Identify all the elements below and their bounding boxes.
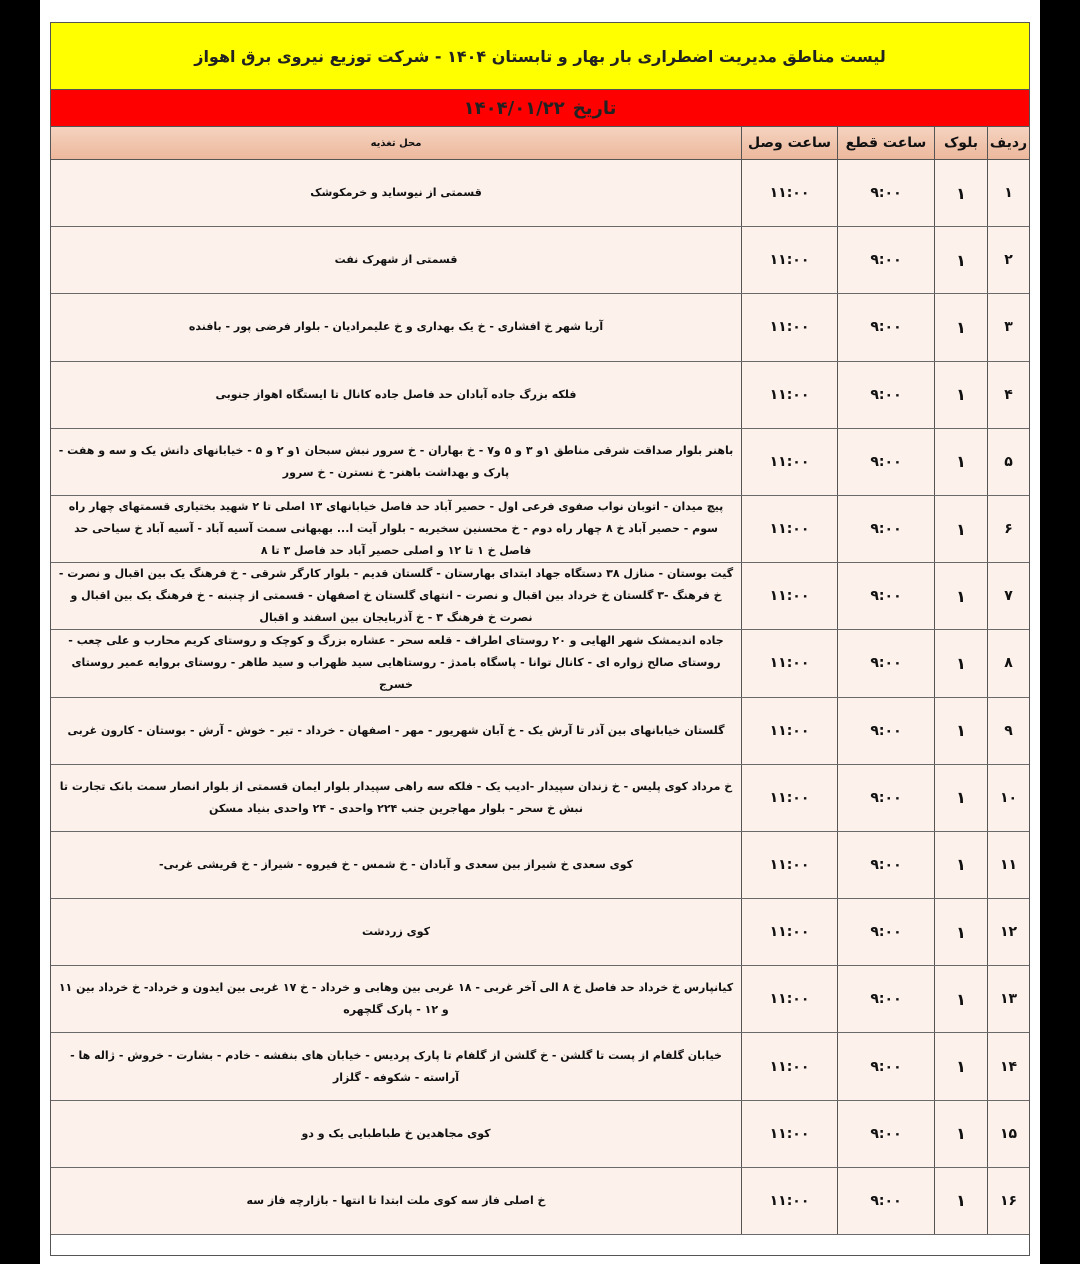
cell-radif: ۱ [987,160,1029,226]
cell-on-time: ۱۱:۰۰ [741,1101,837,1167]
cell-cut-time: ۹:۰۰ [837,496,934,562]
cell-cut-time: ۹:۰۰ [837,1168,934,1234]
cell-on-time: ۱۱:۰۰ [741,698,837,764]
table-row [51,227,1029,294]
cell-block: ۱ [934,1033,987,1099]
cell-place: گیت بوستان - منازل ۳۸ دستگاه جهاد ابتدای بهارستان - گلستان قدیم - بلوار کارگر شرقی - خ فرهنگ یک بین اقبال و نصرت - خ فرهنگ -۳ گلستان خ خرداد بین اقبال و نصرت - انتهای گلستان خ اصفهان - قسمتی از چنبنه - خ فرهنگ یک بین اقبال و نصرت خ فرهنگ ۳ - خ آذربایجان بین اسفند و اقبال [58,567,734,625]
date-label: تاریخ [572,97,617,119]
cell-radif: ۳ [987,294,1029,360]
table-row [51,563,1029,630]
cell-radif: ۱۰ [987,765,1029,831]
cell-cut-time: ۹:۰۰ [837,160,934,226]
cell-on-time: ۱۱:۰۰ [741,429,837,495]
table-row [51,429,1029,496]
cell-radif: ۱۳ [987,966,1029,1032]
cell-on-time: ۱۱:۰۰ [741,899,837,965]
table-row [51,1033,1029,1100]
cell-place: خ مرداد کوی پلیس - خ زندان سپیدار -ادیب یک - فلکه سه راهی سپیدار بلوار ایمان قسمتی از بلوار انصار سمت بانک تجارت تا نبش خ سحر - بلوار مهاجرین جنب ۲۲۴ واحدی - ۲۴ واحدی بنیاد مسکن [59,779,733,815]
cell-place: فلکه بزرگ جاده آبادان حد فاصل جاده کانال تا ایستگاه اهواز جنوبی [215,387,577,401]
header-radif: ردیف [987,127,1029,159]
cell-place: کوی زردشت [362,925,430,939]
cell-radif: ۱۵ [987,1101,1029,1167]
cell-block: ۱ [934,563,987,629]
cell-cut-time: ۹:۰۰ [837,1033,934,1099]
cell-on-time: ۱۱:۰۰ [741,362,837,428]
table-row [51,630,1029,697]
cell-block: ۱ [934,1168,987,1234]
cell-cut-time: ۹:۰۰ [837,227,934,293]
table-row [51,294,1029,361]
cell-cut-time: ۹:۰۰ [837,429,934,495]
cell-place: جاده اندیمشک شهر الهایی و ۲۰ روستای اطراف - قلعه سحر - عشاره بزرگ و کوچک و روستای کریم محارب و علی چعب - روستای صالح زواره ای - کانال توانا - پاسگاه بامدژ - روستاهایی سید ظهراب و سید طاهر - روستای بروایه عمیر روستای خسرج [68,634,724,692]
cell-block: ۱ [934,496,987,562]
cell-radif: ۱۶ [987,1168,1029,1234]
cell-on-time: ۱۱:۰۰ [741,966,837,1032]
table-row [51,832,1029,899]
cell-place: گلستان خیابانهای بین آذر تا آرش یک - خ آبان شهریور - مهر - اصفهان - خرداد - تیر - خوش - آرش - بوستان - کارون غربی [67,723,725,737]
cell-radif: ۵ [987,429,1029,495]
cell-on-time: ۱۱:۰۰ [741,496,837,562]
cell-cut-time: ۹:۰۰ [837,1101,934,1167]
cell-block: ۱ [934,160,987,226]
outage-table [50,22,1030,1256]
cell-on-time: ۱۱:۰۰ [741,630,837,696]
cell-on-time: ۱۱:۰۰ [741,294,837,360]
header-on-time: ساعت وصل [741,127,837,159]
cell-on-time: ۱۱:۰۰ [741,563,837,629]
header-block: بلوک [934,127,987,159]
cell-block: ۱ [934,630,987,696]
cell-radif: ۱۴ [987,1033,1029,1099]
cell-cut-time: ۹:۰۰ [837,362,934,428]
header-cut-time: ساعت قطع [837,127,934,159]
table-header-row [51,127,1029,160]
cell-cut-time: ۹:۰۰ [837,966,934,1032]
cell-cut-time: ۹:۰۰ [837,765,934,831]
table-row [51,496,1029,563]
cell-block: ۱ [934,698,987,764]
cell-radif: ۶ [987,496,1029,562]
cell-cut-time: ۹:۰۰ [837,899,934,965]
table-row [51,362,1029,429]
cell-radif: ۴ [987,362,1029,428]
cell-block: ۱ [934,832,987,898]
cell-place: خ اصلی فاز سه کوی ملت ابتدا تا انتها - بازارچه فاز سه [246,1193,546,1207]
cell-place: باهنر بلوار صداقت شرقی مناطق ۱و ۳ و ۵ و۷ - خ بهاران - خ سرور نبش سبحان ۱و ۲ و ۵ - خیابانهای دانش یک و سه و هفت - پارک و بهداشت باهنر- خ نسترن - خ سرور [58,443,734,479]
table-row [51,899,1029,966]
cell-radif: ۷ [987,563,1029,629]
cell-cut-time: ۹:۰۰ [837,563,934,629]
cell-on-time: ۱۱:۰۰ [741,765,837,831]
cell-on-time: ۱۱:۰۰ [741,1033,837,1099]
cell-block: ۱ [934,362,987,428]
cell-block: ۱ [934,899,987,965]
cell-block: ۱ [934,966,987,1032]
cell-place: کیانپارس خ خرداد حد فاصل خ ۸ الی آخر غربی - ۱۸ غربی بین وهابی و خرداد - خ ۱۷ غربی بین ایدون و خرداد- خ خرداد بین ۱۱ و ۱۲ - پارک گلچهره [58,981,734,1017]
cell-on-time: ۱۱:۰۰ [741,160,837,226]
cell-place: قسمتی از نیوساید و خرمکوشک [310,186,482,200]
table-body [51,160,1029,1235]
cell-place: خیابان گلفام از پست تا گلشن - خ گلشن از گلفام تا پارک پردیس - خیابان های بنفشه - خادم - بشارت - خروش - ژاله ها - آراسته - شکوفه - گلزار [70,1048,722,1084]
cell-cut-time: ۹:۰۰ [837,294,934,360]
table-title: لیست مناطق مدیریت اضطراری بار بهار و تابستان ۱۴۰۴ - شرکت توزیع نیروی برق اهواز [51,23,1029,90]
table-row [51,698,1029,765]
cell-radif: ۲ [987,227,1029,293]
cell-place: پیچ میدان - اتوبان نواب صفوی فرعی اول - حصیر آباد حد فاصل خیابانهای ۱۳ اصلی تا ۲ شهید بختیاری قسمتهای چهار راه سوم - حصیر آباد خ ۸ چهار راه دوم - خ محسنین سخیریه - بلوار آیت ا... بهبهانی سمت آسیه آباد - آسیه آباد خ سیاحی حد فاصل خ ۱ تا ۱۲ و اصلی حصیر آباد حد فاصل ۳ تا ۸ [68,500,724,558]
cell-block: ۱ [934,765,987,831]
cell-on-time: ۱۱:۰۰ [741,227,837,293]
cell-radif: ۸ [987,630,1029,696]
cell-radif: ۹ [987,698,1029,764]
cell-radif: ۱۲ [987,899,1029,965]
cell-radif: ۱۱ [987,832,1029,898]
date-value: ۱۴۰۴/۰۱/۲۲ [463,97,565,119]
cell-block: ۱ [934,1101,987,1167]
document-sheet [40,0,1040,1264]
header-place: محل تغذیه [370,137,422,149]
table-row [51,765,1029,832]
table-row [51,1168,1029,1235]
cell-on-time: ۱۱:۰۰ [741,1168,837,1234]
cell-place: کوی سعدی خ شیراز بین سعدی و آبادان - خ شمس - خ فیروه - شیراز - خ قریشی غربی- [158,857,634,871]
cell-on-time: ۱۱:۰۰ [741,832,837,898]
cell-block: ۱ [934,429,987,495]
cell-cut-time: ۹:۰۰ [837,630,934,696]
cell-place: کوی مجاهدین خ طباطبایی یک و دو [301,1126,491,1140]
cell-cut-time: ۹:۰۰ [837,832,934,898]
cell-place: آریا شهر خ افشاری - خ یک بهداری و خ علیمرادیان - بلوار فرضی پور - بافنده [188,320,604,334]
cell-block: ۱ [934,294,987,360]
cell-cut-time: ۹:۰۰ [837,698,934,764]
cell-block: ۱ [934,227,987,293]
date-banner [51,90,1029,127]
table-row [51,1101,1029,1168]
table-row [51,160,1029,227]
table-row [51,966,1029,1033]
cell-place: قسمتی از شهرک نفت [334,253,458,267]
